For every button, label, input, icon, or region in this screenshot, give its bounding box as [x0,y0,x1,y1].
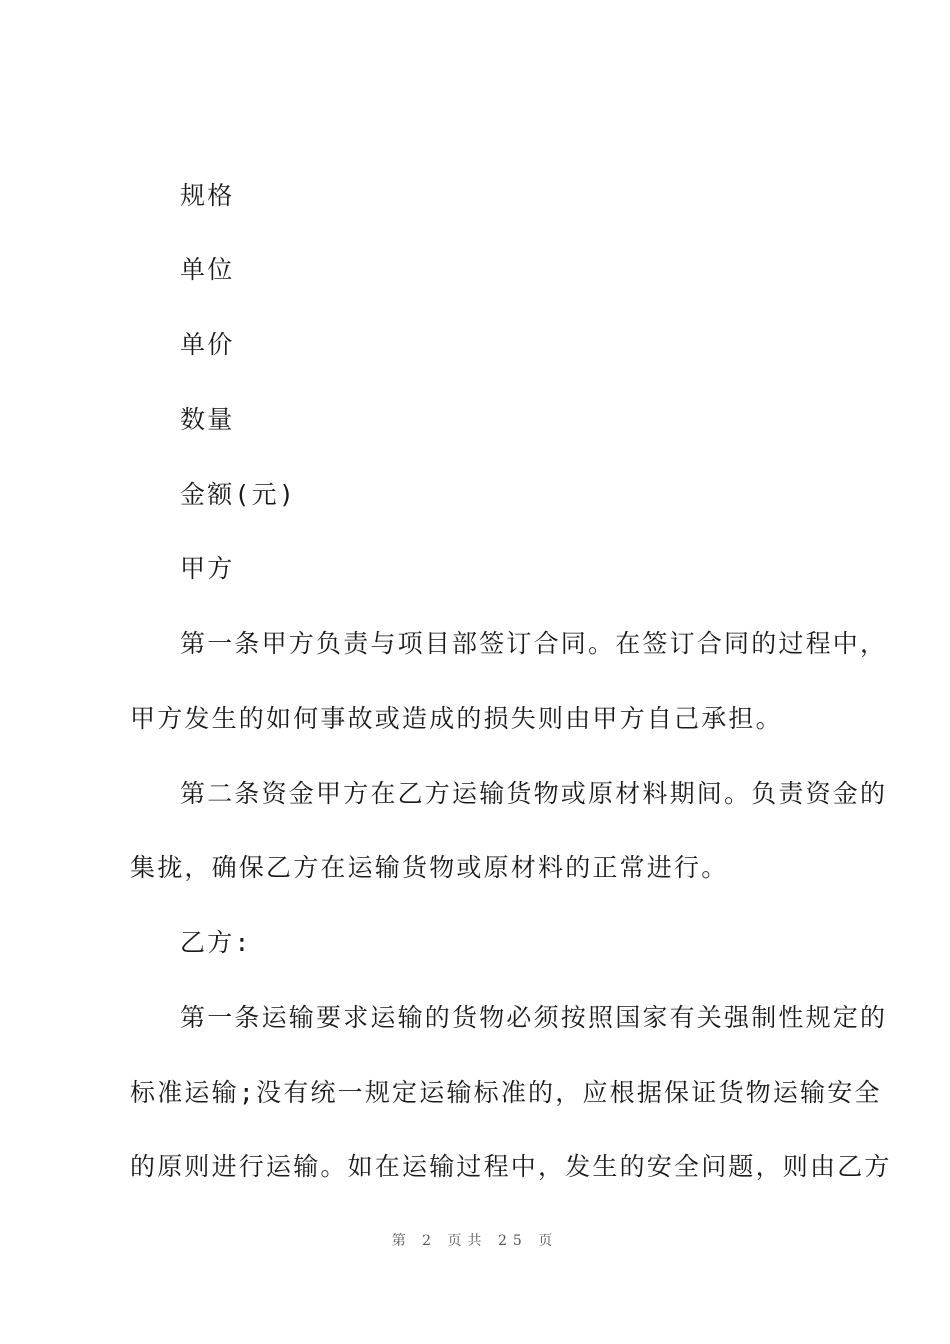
paragraph-line: 甲方发生的如何事故或造成的损失则由甲方自己承担。 [130,704,783,733]
paragraph-line: 第一条运输要求运输的货物必须按照国家有关强制性规定的 [180,1003,888,1032]
section-heading-party-b: 乙方: [180,928,252,957]
field-label-unit-price: 单价 [180,330,235,359]
field-label-spec: 规格 [180,181,235,210]
section-heading-party-a: 甲方 [180,554,235,583]
field-label-unit: 单位 [180,255,235,284]
page-number-footer: 第 2 页共 25 页 [391,1233,559,1249]
paragraph-line: 第一条甲方负责与项目部签订合同。在签订合同的过程中， [180,629,888,658]
field-label-quantity: 数量 [180,405,235,434]
paragraph-line: 集拢，确保乙方在运输货物或原材料的正常进行。 [130,853,729,882]
paragraph-line: 第二条资金甲方在乙方运输货物或原材料期间。负责资金的 [180,779,888,808]
paragraph-line: 的原则进行运输。如在运输过程中，发生的安全问题，则由乙方 [130,1152,892,1181]
paragraph-line: 标准运输;没有统一规定运输标准的，应根据保证货物运输安全 [130,1078,882,1107]
field-label-amount: 金额(元) [180,480,297,509]
